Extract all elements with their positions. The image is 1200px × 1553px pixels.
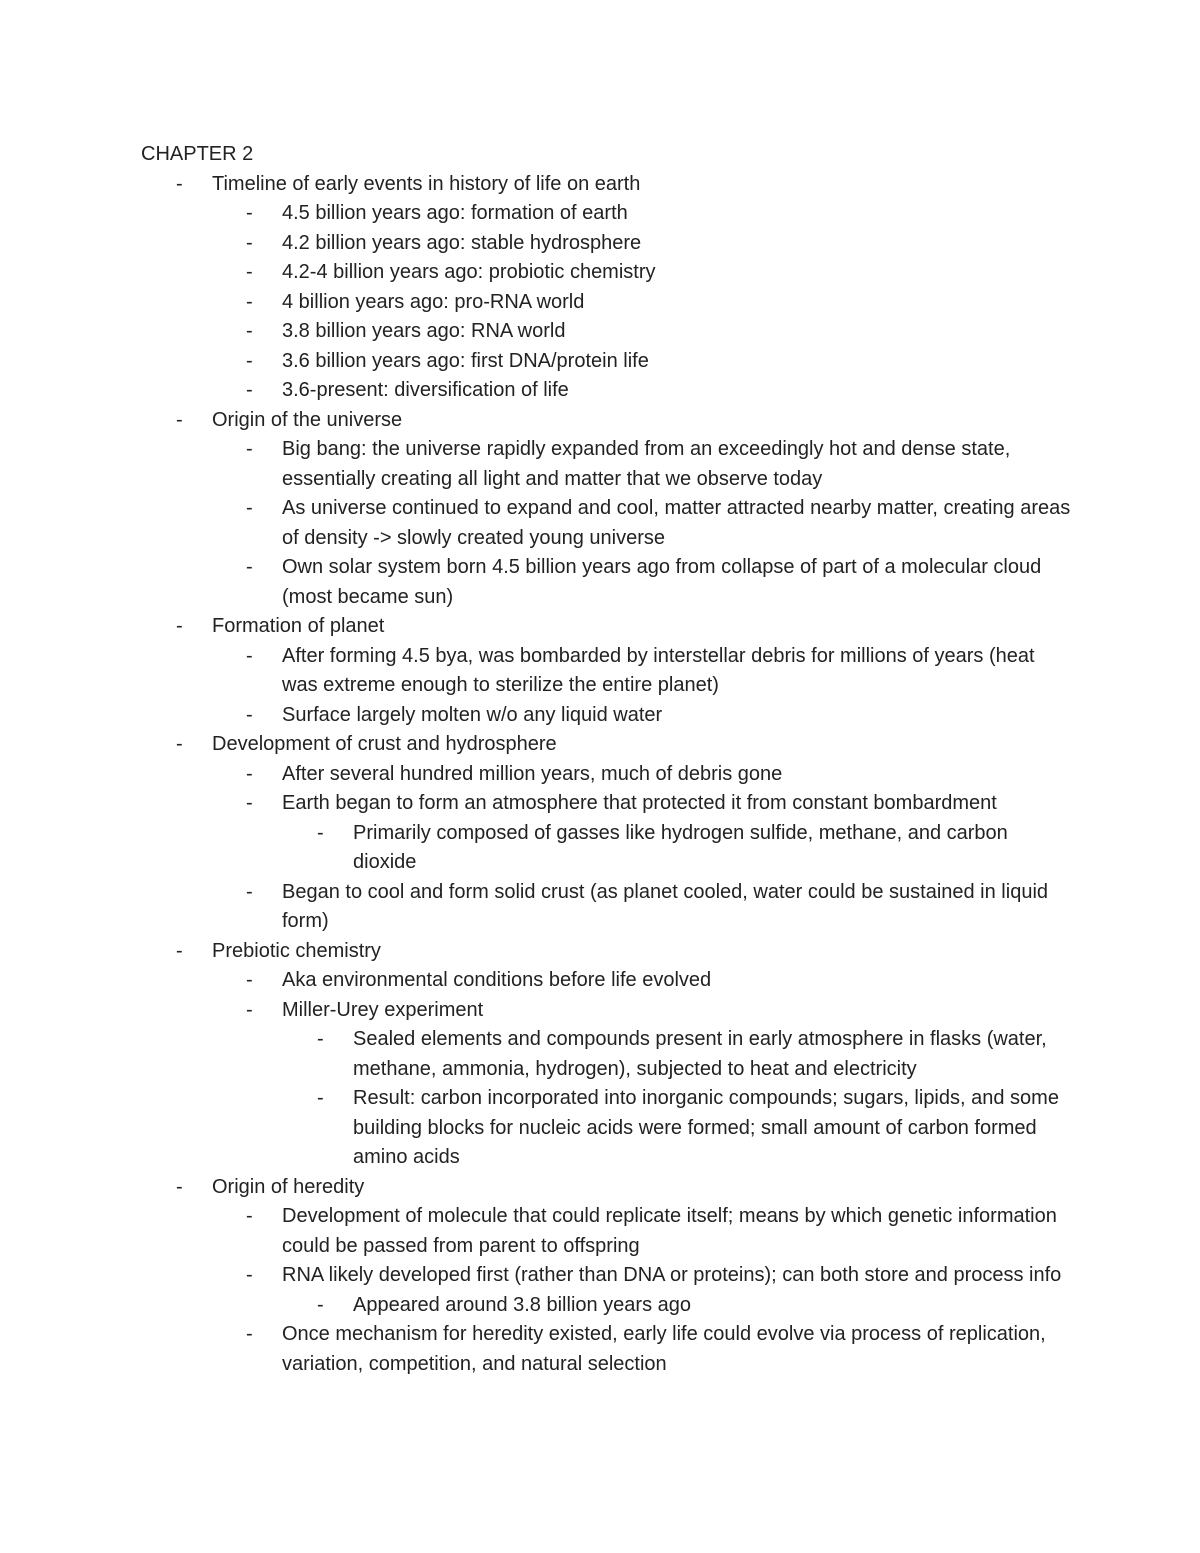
outline-item-text: 4.2 billion years ago: stable hydrosphere (282, 231, 642, 254)
sub-sub-item (317, 1084, 1071, 1173)
bullet-dash: - (246, 1205, 253, 1227)
outline-item-text: Earth began to form an atmosphere that protected it from constant bombardment (282, 792, 997, 814)
bullet-dash: - (317, 1087, 324, 1109)
sub-item (246, 376, 1071, 406)
bullet-dash: - (246, 290, 253, 313)
sub-item (246, 1320, 1071, 1379)
outline-item-text: Appeared around 3.8 billion years ago (353, 1293, 692, 1316)
outline-item-text: Result: carbon incorporated into inorganic compounds; sugars, lipids, and some building blocks for nucleic acids were formed; small amount of carbon formed amino acids (353, 1087, 1059, 1168)
bullet-dash: - (246, 497, 253, 519)
bullet-dash: - (246, 320, 253, 342)
section-item (176, 937, 1071, 1173)
document-body (141, 140, 1071, 1379)
bullet-dash: - (176, 408, 183, 431)
outline-list (141, 170, 1071, 1380)
section-item (176, 170, 1071, 406)
outline-item-text: Development of crust and hydrosphere (212, 733, 557, 755)
outline-item-text: Miller-Urey experiment (282, 998, 484, 1021)
bullet-dash: - (246, 880, 253, 903)
sub-item (246, 199, 1071, 229)
bullet-dash: - (246, 969, 253, 991)
sub-list (212, 1202, 1071, 1379)
sub-item (246, 1202, 1071, 1261)
bullet-dash: - (176, 1175, 183, 1198)
bullet-dash: - (246, 1323, 253, 1345)
sub-item (246, 789, 1071, 878)
outline-item-text: Development of molecule that could replicate itself; means by which genetic information could be passed from parent to offspring (282, 1205, 1057, 1257)
sub-item (246, 1261, 1071, 1320)
bullet-dash: - (176, 172, 183, 195)
outline-item-text: Own solar system born 4.5 billion years ago from collapse of part of a molecular cloud (most became sun) (282, 556, 1042, 608)
outline-item-text: 4.2-4 billion years ago: probiotic chemistry (282, 261, 656, 283)
outline-item-text: Began to cool and form solid crust (as planet cooled, water could be sustained in liquid form) (282, 880, 1049, 932)
sub-item (246, 229, 1071, 259)
bullet-dash: - (246, 349, 253, 372)
sub-item (246, 494, 1071, 553)
bullet-dash: - (246, 792, 253, 814)
outline-item-text: Timeline of early events in history of life on earth (212, 172, 641, 195)
sub-sub-item (317, 1291, 1071, 1321)
sub-list (212, 966, 1071, 1173)
sub-sub-list (282, 819, 1071, 878)
bullet-dash: - (246, 231, 253, 254)
sub-item (246, 760, 1071, 790)
outline-item-text: Once mechanism for heredity existed, early life could evolve via process of replication, variation, competition, and natural selection (282, 1323, 1046, 1375)
sub-sub-item (317, 819, 1071, 878)
sub-item (246, 347, 1071, 377)
bullet-dash: - (176, 939, 183, 962)
bullet-dash: - (176, 615, 183, 637)
section-item (176, 406, 1071, 613)
bullet-dash: - (246, 379, 253, 401)
section-item (176, 1173, 1071, 1380)
sub-sub-list (282, 1025, 1071, 1173)
section-item (176, 730, 1071, 937)
bullet-dash: - (246, 556, 253, 578)
outline-item-text: Origin of the universe (212, 408, 403, 431)
outline-item-text: Aka environmental conditions before life evolved (282, 969, 712, 991)
outline-item-text: 3.6 billion years ago: first DNA/protein life (282, 349, 649, 372)
sub-sub-list (282, 1291, 1071, 1321)
outline-item-text: Origin of heredity (212, 1175, 365, 1198)
outline-item-text: 4 billion years ago: pro-RNA world (282, 290, 585, 313)
outline-item-text: Prebiotic chemistry (212, 939, 381, 962)
outline-item-text: Formation of planet (212, 615, 385, 637)
outline-item-text: Surface largely molten w/o any liquid water (282, 703, 663, 726)
sub-list (212, 435, 1071, 612)
outline-item-text: RNA likely developed first (rather than DNA or proteins); can both store and process info (282, 1264, 1062, 1286)
outline-item-text: As universe continued to expand and cool, matter attracted nearby matter, creating areas of density -> slowly created young universe (282, 497, 1071, 549)
bullet-dash: - (317, 1028, 324, 1050)
sub-item (246, 642, 1071, 701)
outline-item-text: 3.8 billion years ago: RNA world (282, 320, 566, 342)
bullet-dash: - (176, 733, 183, 755)
bullet-dash: - (246, 202, 253, 224)
outline-item-text: Primarily composed of gasses like hydrogen sulfide, methane, and carbon dioxide (353, 821, 1008, 873)
sub-item (246, 878, 1071, 937)
sub-item (246, 996, 1071, 1173)
bullet-dash: - (246, 261, 253, 283)
sub-item (246, 966, 1071, 996)
sub-list (212, 760, 1071, 937)
outline-item-text: 3.6-present: diversification of life (282, 379, 569, 401)
outline-item-text: Big bang: the universe rapidly expanded from an exceedingly hot and dense state, essentially creating all light and matter that we observe today (282, 438, 1011, 490)
bullet-dash: - (246, 644, 253, 667)
sub-sub-item (317, 1025, 1071, 1084)
sub-list (212, 642, 1071, 731)
bullet-dash: - (246, 703, 253, 726)
sub-item (246, 435, 1071, 494)
sub-item (246, 317, 1071, 347)
bullet-dash: - (317, 821, 324, 844)
bullet-dash: - (246, 1264, 253, 1286)
outline-item-text: 4.5 billion years ago: formation of earth (282, 202, 628, 224)
outline-item-text: After several hundred million years, much of debris gone (282, 762, 783, 785)
bullet-dash: - (246, 438, 253, 460)
bullet-dash: - (317, 1293, 324, 1316)
section-item (176, 612, 1071, 730)
sub-item (246, 258, 1071, 288)
bullet-dash: - (246, 998, 253, 1021)
chapter-heading: CHAPTER 2 (141, 143, 254, 165)
sub-item (246, 288, 1071, 318)
bullet-dash: - (246, 762, 253, 785)
sub-item (246, 553, 1071, 612)
sub-list (212, 199, 1071, 406)
outline-item-text: Sealed elements and compounds present in early atmosphere in flasks (water, methane, ammonia, hydrogen), subjected to heat and electricity (353, 1028, 1047, 1080)
sub-item (246, 701, 1071, 731)
outline-item-text: After forming 4.5 bya, was bombarded by interstellar debris for millions of years (heat was extreme enough to sterilize the entire planet) (282, 644, 1035, 696)
